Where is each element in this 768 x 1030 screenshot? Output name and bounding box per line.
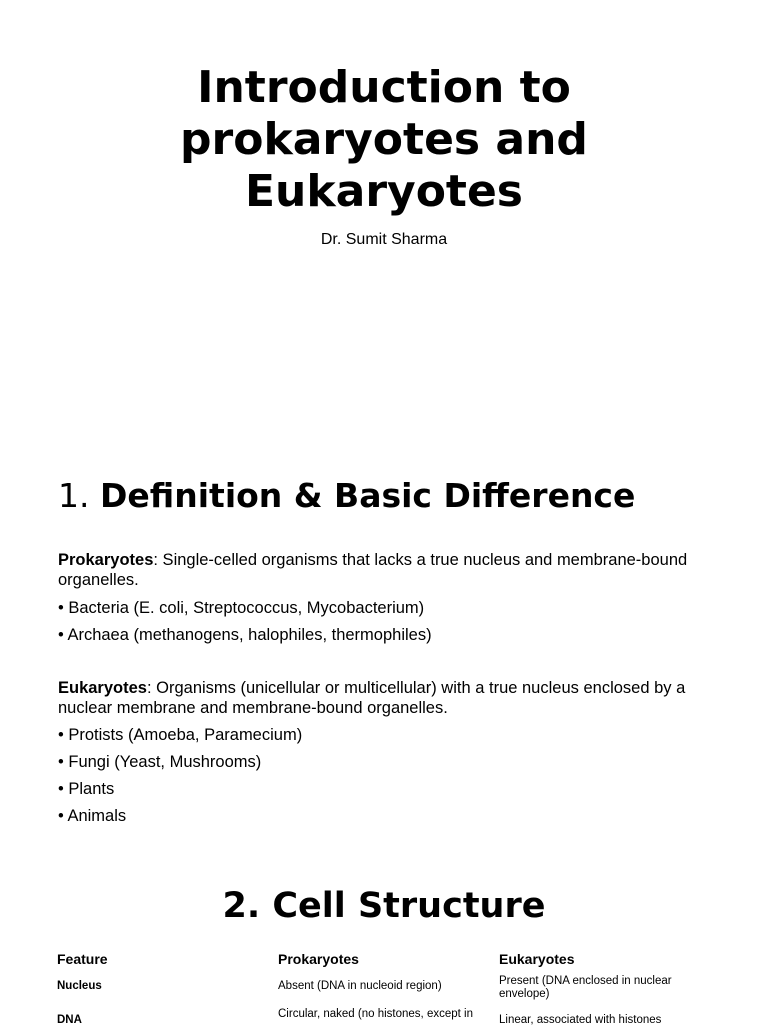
table-header-row: [54, 946, 714, 972]
document-title: [0, 62, 768, 218]
table-cell: Linear, associated with histones: [499, 1014, 662, 1026]
list-item: • Animals: [58, 806, 718, 826]
prokaryotes-definition-text: : Single-celled organisms that lacks a true nucleus and membrane-bound organelles.: [58, 551, 688, 589]
list-item: • Plants: [58, 779, 718, 799]
section-1-heading: [58, 474, 635, 518]
list-item: • Bacteria (E. coli, Streptococcus, Mycobacterium): [58, 598, 718, 618]
table-cell: Absent (DNA in nucleoid region): [278, 980, 442, 992]
author-name: Dr. Sumit Sharma: [320, 231, 448, 248]
section-1-title: Definition & Basic Difference: [100, 476, 636, 515]
eukaryotes-definition: [58, 678, 718, 718]
section-2-heading: 2. Cell Structure: [222, 886, 546, 926]
eukaryotes-term: Eukaryotes: [58, 679, 147, 697]
header-feature: Feature: [57, 951, 108, 967]
eukaryotes-examples-list: [58, 725, 718, 833]
prokaryotes-term: Prokaryotes: [58, 551, 154, 569]
list-item: • Fungi (Yeast, Mushrooms): [58, 752, 718, 772]
header-eukaryotes: Eukaryotes: [499, 951, 575, 967]
table-cell: Circular, naked (no histones, except in: [278, 1008, 473, 1020]
list-item: • Archaea (methanogens, halophiles, thermophiles): [58, 625, 718, 645]
table-row: [54, 1004, 714, 1030]
title-line-1: Introduction to: [197, 62, 571, 113]
prokaryotes-definition: [58, 550, 718, 590]
table-cell: Present (DNA enclosed in nuclear envelope): [499, 975, 672, 1000]
title-line-3: Eukaryotes: [244, 166, 523, 217]
list-item: • Protists (Amoeba, Paramecium): [58, 725, 718, 745]
cell-structure-table: [54, 946, 714, 1030]
section-1-number: 1.: [58, 476, 90, 515]
eukaryotes-definition-text: : Organisms (unicellular or multicellular) with a true nucleus enclosed by a nuclear membrane and membrane-bound organelles.: [58, 679, 686, 717]
table-cell: DNA: [57, 1014, 82, 1026]
header-prokaryotes: Prokaryotes: [278, 951, 359, 967]
table-row: [54, 972, 714, 1004]
title-line-2: prokaryotes and: [180, 114, 588, 165]
prokaryotes-examples-list: [58, 598, 718, 652]
table-cell: Nucleus: [57, 980, 102, 992]
